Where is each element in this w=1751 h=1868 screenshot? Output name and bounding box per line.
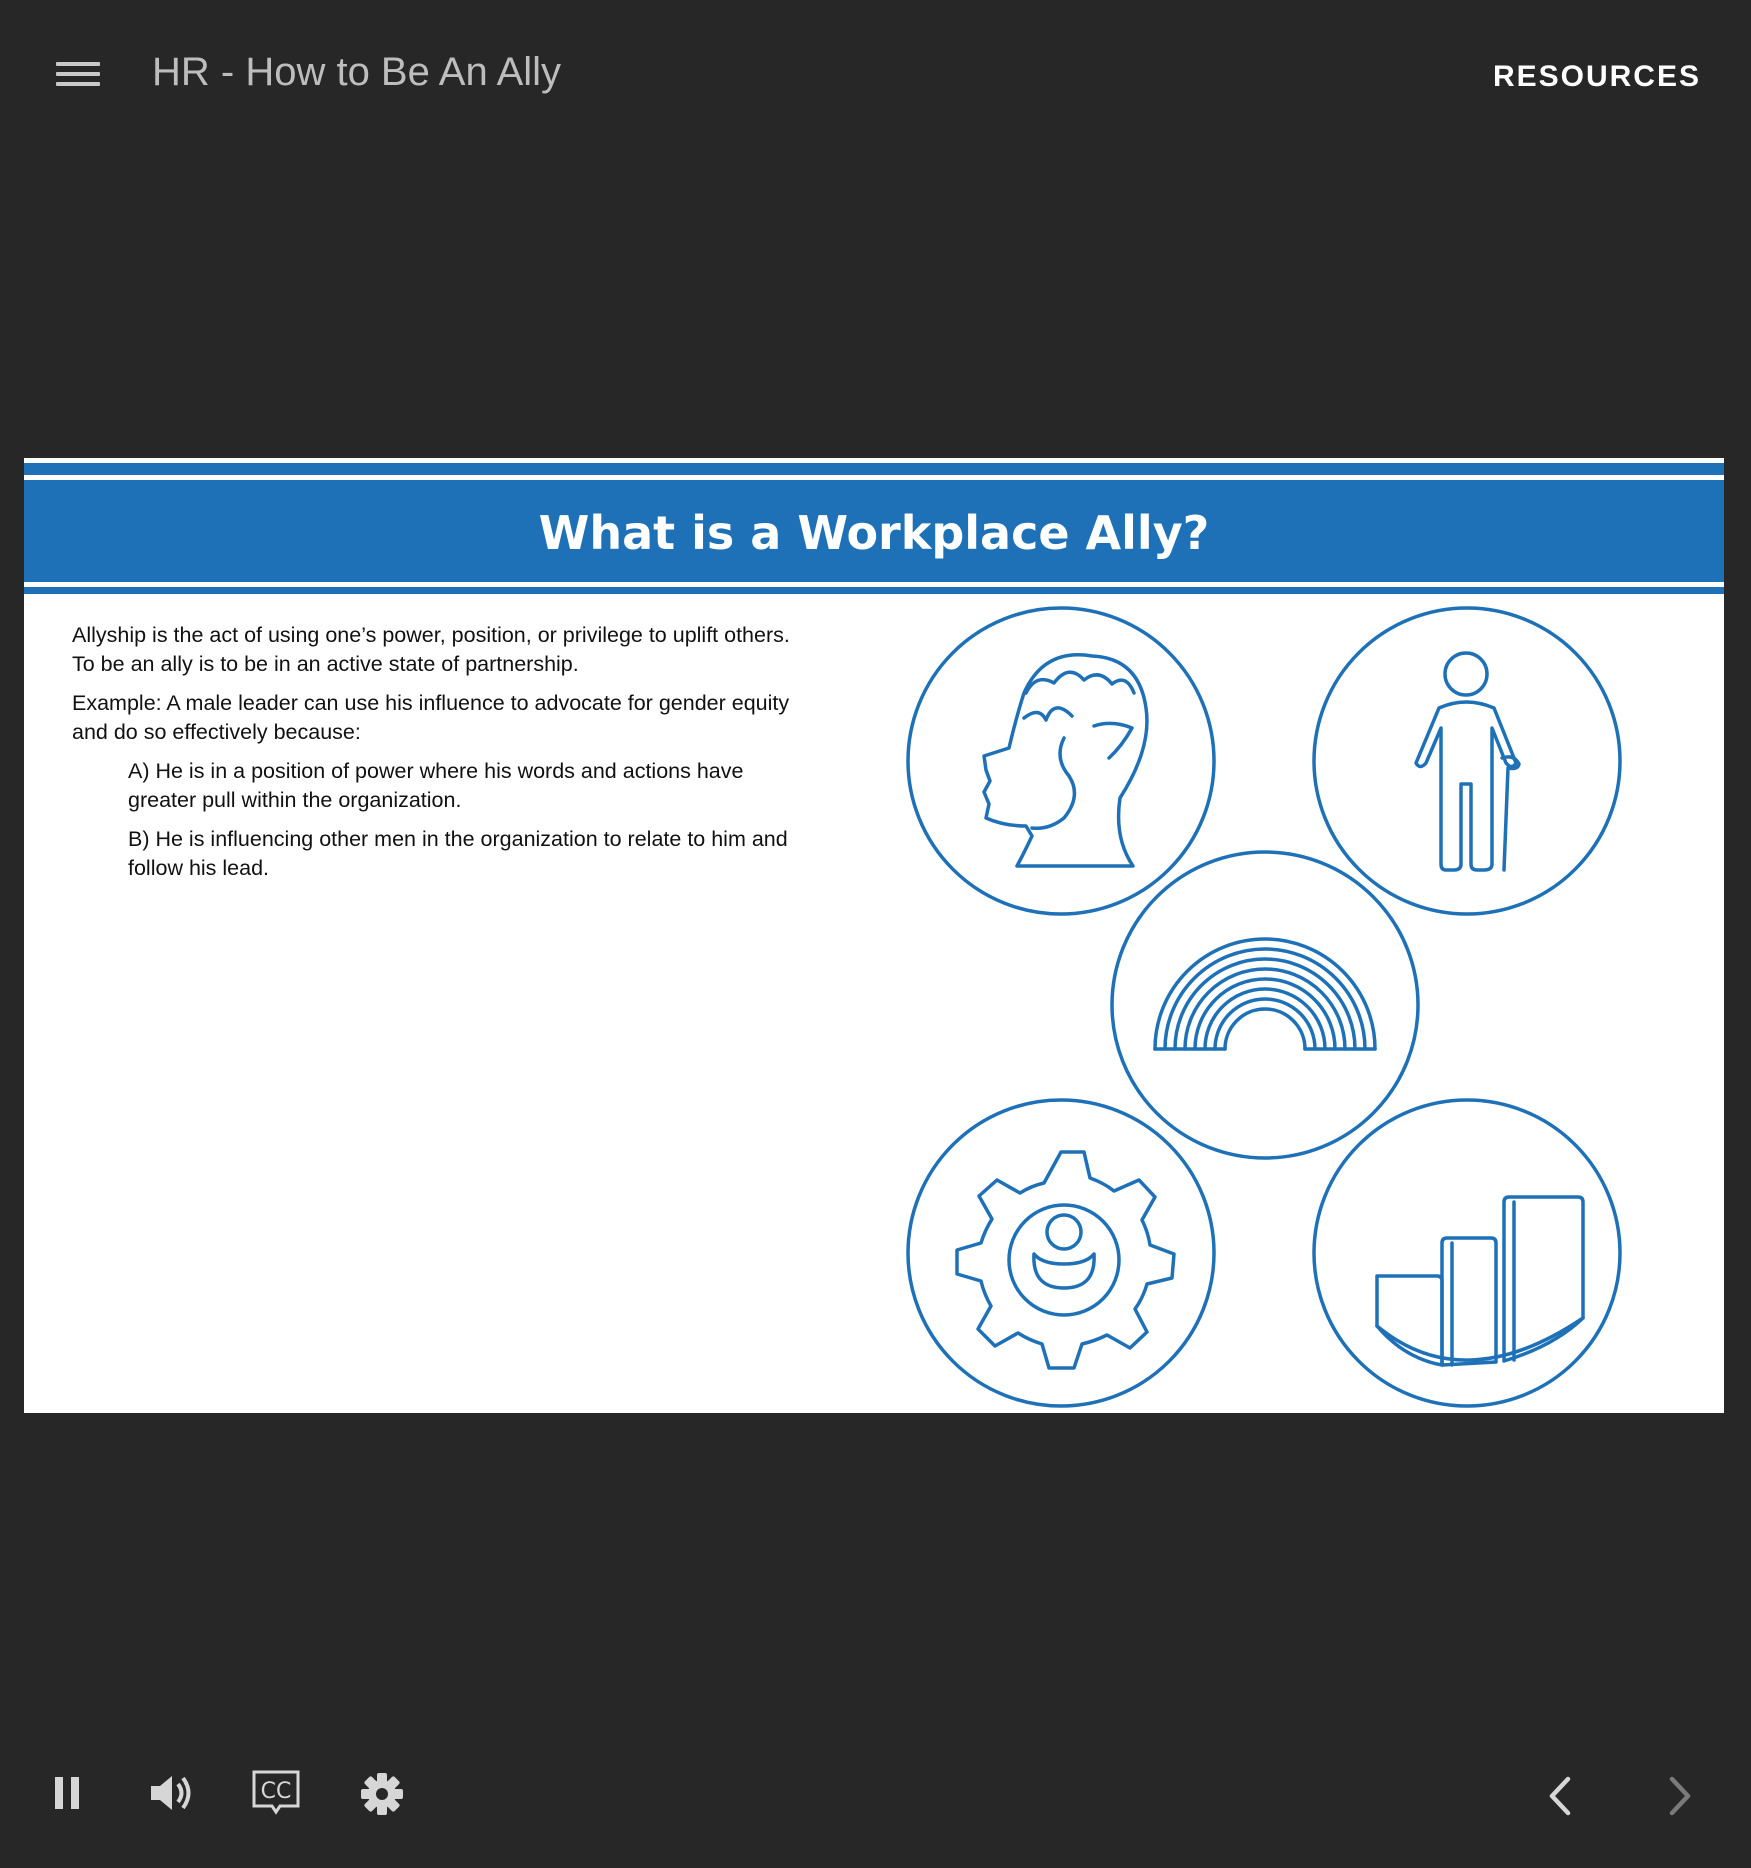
resources-button[interactable]: RESOURCES <box>1492 60 1701 93</box>
course-title: HR - How to Be An Ally <box>152 50 562 94</box>
pause-icon <box>52 1774 82 1812</box>
previous-icon <box>1540 1775 1580 1817</box>
slide <box>24 458 1724 1413</box>
next-icon <box>1660 1775 1700 1817</box>
example-paragraph: Example: A male leader can use his influence to advocate for gender equity and do so effectively because: <box>72 691 790 744</box>
slide-title: What is a Workplace Ally? <box>538 506 1210 560</box>
menu-button[interactable] <box>56 56 100 96</box>
definition-paragraph: Allyship is the act of using one’s power, position, or privilege to uplift others. To be an ally is to be in an active state of partnership. <box>72 623 790 676</box>
gear-person-icon <box>908 1100 1214 1406</box>
pause-button[interactable] <box>52 1774 82 1817</box>
volume-button[interactable] <box>148 1772 196 1819</box>
hamburger-icon-line <box>56 72 100 76</box>
closed-captions-button[interactable] <box>250 1768 302 1821</box>
elderly-person-icon <box>1314 608 1620 914</box>
point-b: B) He is influencing other men in the organization to relate to him and follow his lead. <box>128 827 788 880</box>
hamburger-icon <box>56 62 100 66</box>
settings-button[interactable] <box>360 1772 404 1821</box>
next-slide-button[interactable] <box>1660 1775 1700 1822</box>
head-profile-icon <box>908 608 1214 914</box>
svg-text:CC: CC <box>260 1779 292 1804</box>
previous-slide-button[interactable] <box>1540 1775 1580 1822</box>
volume-icon <box>148 1772 196 1814</box>
rainbow-icon <box>1112 852 1418 1158</box>
hamburger-icon-line <box>56 82 100 86</box>
closed-captions-icon <box>250 1768 302 1816</box>
slide-illustrations <box>24 458 1724 1413</box>
settings-icon <box>360 1772 404 1816</box>
bar-chart-icon <box>1314 1100 1620 1406</box>
point-a: A) He is in a position of power where his words and actions have greater pull within the organization. <box>128 759 744 812</box>
